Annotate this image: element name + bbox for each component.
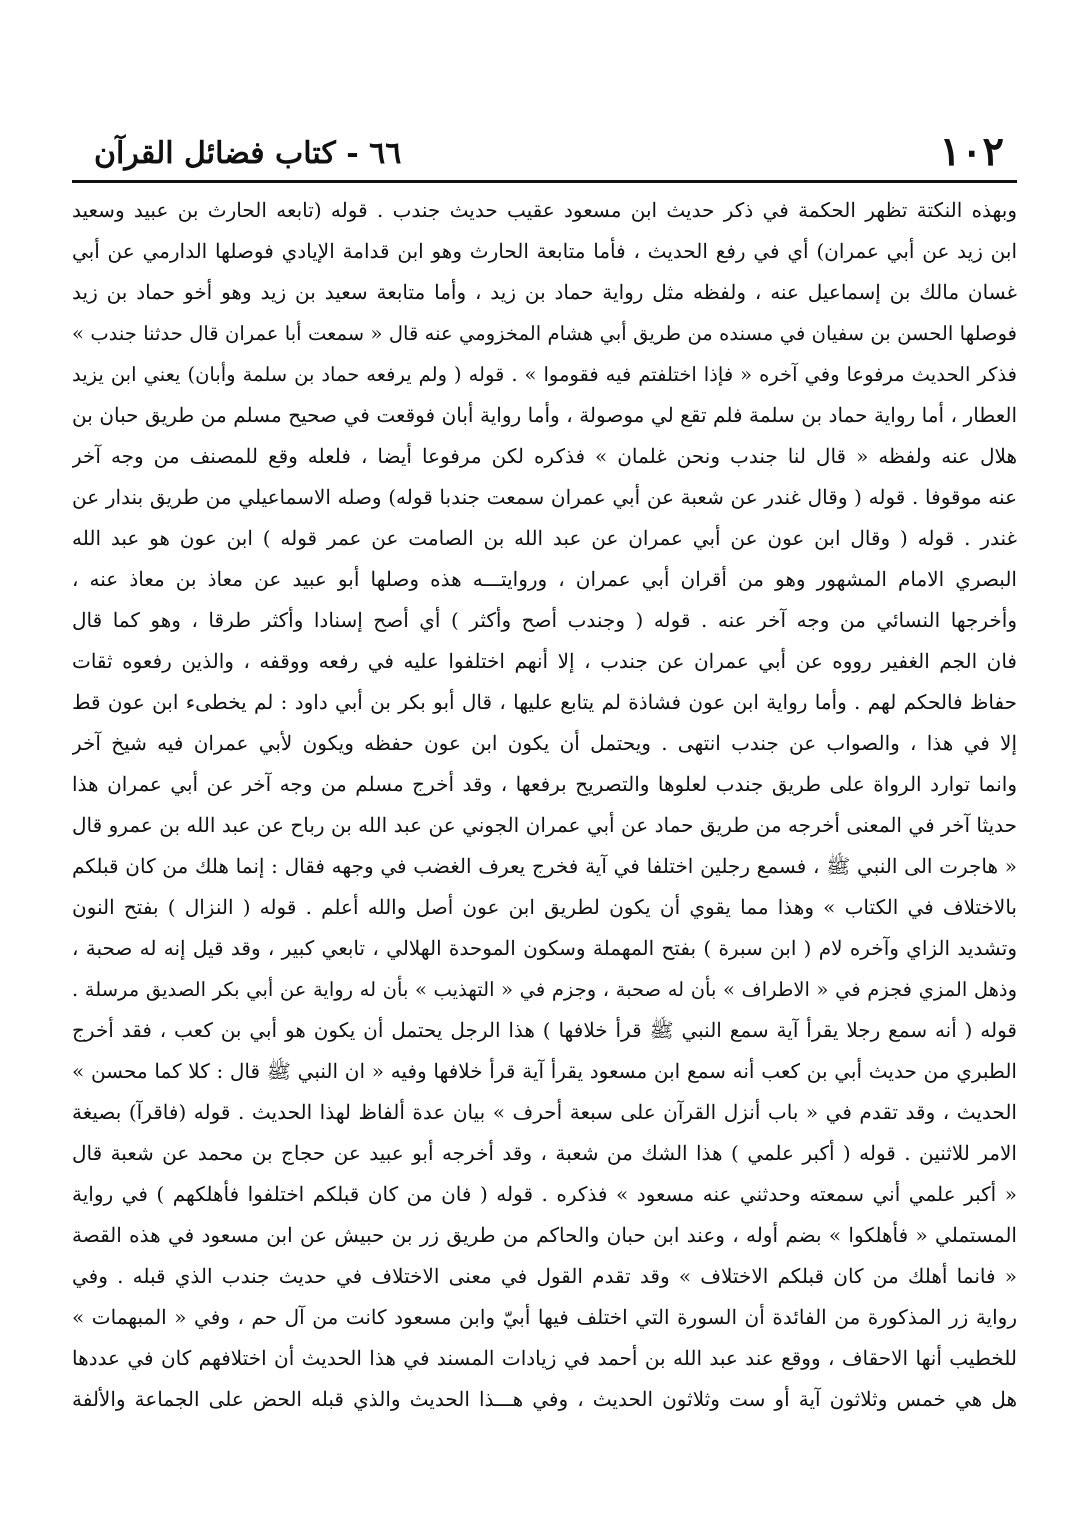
text-line: المستملي « فأهلكوا » بضم أوله ، وعند ابن حبان والحاكم من طريق زر بن حبيش عن ابن مسعود في هذه القصة xyxy=(72,1223,1017,1247)
body-text xyxy=(72,190,1017,1420)
text-line: غسان مالك بن إسماعيل عنه ، ولفظه مثل رواية حماد بن زيد ، وأما متابعة سعيد بن زيد وهو أخو حماد بن زيد xyxy=(72,280,1017,304)
text-line: وانما توارد الرواة على طريق جندب لعلوها والتصريح برفعها ، وقد أخرج مسلم من وجه آخر عن أبي عمران هذا xyxy=(72,772,1017,796)
text-line: غندر . قوله ( وقال ابن عون عن أبي عمران عن عبد الله بن الصامت عن عمر قوله ) ابن عون هو عبد الله xyxy=(72,526,1017,550)
text-line: بالاختلاف في الكتاب » وهذا مما يقوي أن يكون لطريق ابن عون أصل والله أعلم . قوله ( النزال ) بفتح النون xyxy=(72,895,1017,919)
text-line: « فانما أهلك من كان قبلكم الاختلاف » وقد تقدم القول في معنى الاختلاف في حديث جندب الذي قبله . وفي xyxy=(72,1264,1017,1288)
text-line: فذكر الحديث مرفوعا وفي آخره « فإذا اختلفتم فيه فقوموا » . قوله ( ولم يرفعه حماد بن سلمة وأبان) يعني ابن يزيد xyxy=(72,363,1017,386)
page-number: ١٠٢ xyxy=(939,128,1004,175)
text-line: للخطيب أنها الاحقاف ، ووقع عند عبد الله بن أحمد في زيادات المسند في هذا الحديث أن اختلافهم كان في عددها xyxy=(72,1346,1017,1370)
text-line: قوله ( أنه سمع رجلا يقرأ آية سمع النبي ﷺ قرأ خلافها ) هذا الرجل يحتمل أن يكون هو أبي بن كعب ، فقد أخرج xyxy=(72,1018,1017,1042)
text-line: فوصلها الحسن بن سفيان في مسنده من طريق أبي هشام المخزومي عنه قال « سمعت أبا عمران قال حدثنا جندب » xyxy=(72,322,1017,345)
header-rule xyxy=(72,180,1017,183)
text-line: فان الجم الغفير رووه عن أبي عمران عن جندب ، إلا أنهم اختلفوا عليه في رفعه ووقفه ، والذين رفعوه ثقات xyxy=(72,649,1017,673)
running-title: ٦٦ - كتاب فضائل القرآن xyxy=(94,136,402,171)
text-line: هلال عنه ولفظه « قال لنا جندب ونحن غلمان » فذكره لكن مرفوعا أيضا ، فلعله وقع للمصنف من وجه آخر xyxy=(72,444,1017,468)
text-line: حفاظ فالحكم لهم . وأما رواية ابن عون فشاذة لم يتابع عليها ، قال أبو بكر بن أبي داود : لم يخطىء ابن عون قط xyxy=(72,690,1017,714)
text-line: وتشديد الزاي وآخره لام ( ابن سبرة ) بفتح المهملة وسكون الموحدة الهلالي ، تابعي كبير ، وقد قيل إنه له صحبة ، xyxy=(72,936,1017,960)
text-line: « هاجرت الى النبي ﷺ ، فسمع رجلين اختلفا في آية فخرج يعرف الغضب في وجهه فقال : إنما هلك من كان قبلكم xyxy=(72,854,1017,878)
text-line: ابن زيد عن أبي عمران) أي في رفع الحديث ، فأما متابعة الحارث وهو ابن قدامة الإيادي فوصلها الدارمي عن أبي xyxy=(72,239,1017,263)
text-line: رواية زر المذكورة من الفائدة أن السورة التي اختلف فيها أبيّ وابن مسعود كانت من آل حم ، وفي « المبهمات » xyxy=(72,1305,1017,1329)
text-line: الامر للاثنين . قوله ( أكبر علمي ) هذا الشك من شعبة ، وقد أخرجه أبو عبيد عن حجاج بن محمد عن شعبة قال xyxy=(72,1141,1017,1165)
text-line: الطبري من حديث أبي بن كعب أنه سمع ابن مسعود يقرأ آية قرأ خلافها وفيه « ان النبي ﷺ قال : كلا كما محسن » xyxy=(72,1059,1017,1083)
text-line: عنه موقوفا . قوله ( وقال غندر عن شعبة عن أبي عمران سمعت جندبا قوله) وصله الاسماعيلي من طريق بندار عن xyxy=(72,485,1017,509)
text-line: العطار ، أما رواية حماد بن سلمة فلم تقع لي موصولة ، وأما رواية أبان فوقعت في صحيح مسلم من طريق حبان بن xyxy=(72,403,1017,427)
text-line: إلا في هذا ، والصواب عن جندب انتهى . ويحتمل أن يكون ابن عون حفظه ويكون لأبي عمران فيه شيخ آخر xyxy=(72,731,1017,755)
text-line: « أكبر علمي أني سمعته وحدثني عنه مسعود » فذكره . قوله ( فان من كان قبلكم اختلفوا فأهلكهم ) في رواية xyxy=(72,1182,1017,1206)
text-line: البصري الامام المشهور وهو من أقران أبي عمران ، وروايتـــه هذه وصلها أبو عبيد عن معاذ بن معاذ عنه ، xyxy=(72,567,1017,591)
page-header xyxy=(72,128,1012,176)
text-line: هل هي خمس وثلاثون آية أو ست وثلاثون الحديث ، وفي هـــذا الحديث والذي قبله الحض على الجماعة والألفة xyxy=(72,1387,1017,1411)
text-line: حديثا آخر في المعنى أخرجه من طريق حماد عن أبي عمران الجوني عن عبد الله بن رباح عن عبد الله بن عمرو قال xyxy=(72,813,1017,837)
text-line: وبهذه النكتة تظهر الحكمة في ذكر حديث ابن مسعود عقيب حديث جندب . قوله (تابعه الحارث بن عبيد وسعيد xyxy=(72,198,1017,222)
text-line: وذهل المزي فجزم في « الاطراف » بأن له صحبة ، وجزم في « التهذيب » بأن له رواية عن أبي بكر الصديق مرسلة . xyxy=(72,978,1017,1001)
text-line: الحديث ، وقد تقدم في « باب أنزل القرآن على سبعة أحرف » بيان عدة ألفاظ لهذا الحديث . قوله (فاقرآ) بصيغة xyxy=(72,1100,1017,1124)
text-line: وأخرجها النسائي من وجه آخر عنه . قوله ( وجندب أصح وأكثر ) أي أصح إسنادا وأكثر طرقا ، وهو كما قال xyxy=(72,608,1017,632)
